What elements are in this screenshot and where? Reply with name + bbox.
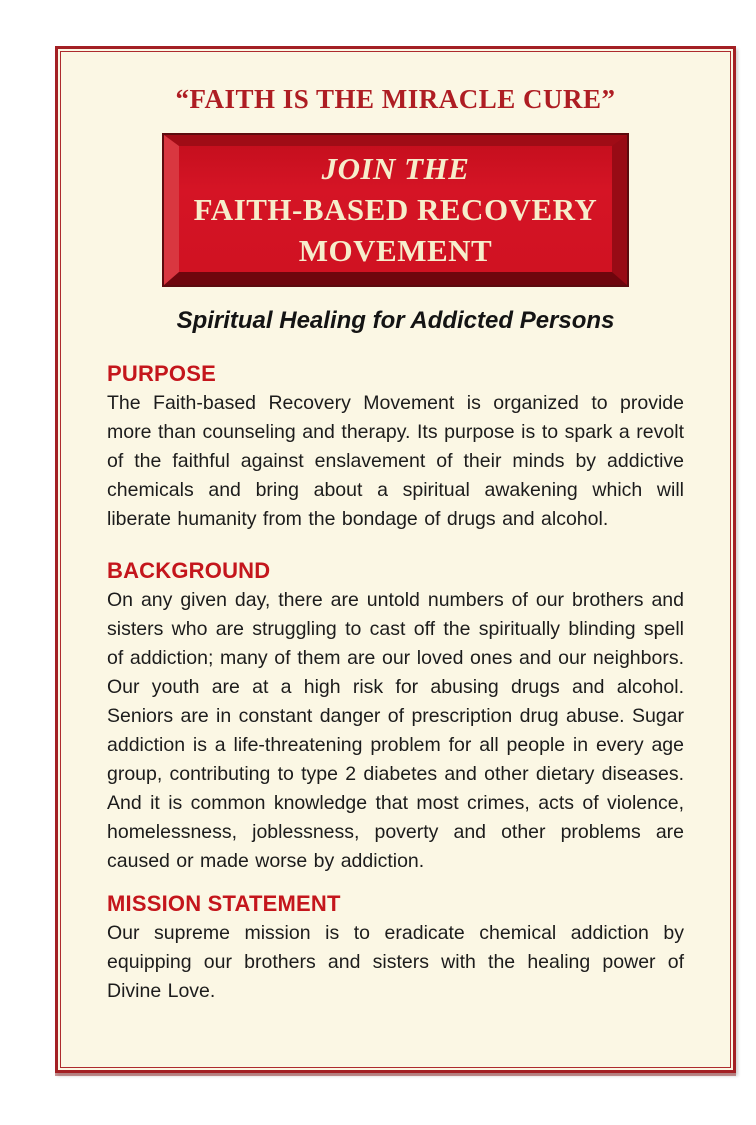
section-heading-background: BACKGROUND xyxy=(107,558,271,583)
section-body-background: On any given day, there are untold numbers of our brothers and sisters who are struggling to cast off the spiritually blinding spell of addiction; many of them are our loved ones and our neighbors. Our youth are at a high risk for abusing drugs and alcohol. Seniors are in constant danger of prescription drug abuse. Sugar addiction is a life-threatening problem for all people in every age group, contributing to type 2 diabetes and other dietary diseases. And it is common knowledge that most crimes, acts of violence, homelessness, joblessness, poverty and other problems are caused or made worse by addiction. xyxy=(107,589,684,872)
section-body-purpose: The Faith-based Recovery Movement is organized to provide more than counseling and therapy. Its purpose is to spark a revolt of the faithful against enslavement of their minds by addictive chemicals and bring about a spiritual awakening which will liberate humanity from the bondage of drugs and alcohol. xyxy=(107,392,684,530)
flyer-inner-border xyxy=(60,51,731,1068)
join-banner xyxy=(164,135,627,285)
section-heading-mission-statement: MISSION STATEMENT xyxy=(107,891,341,916)
section-mission-statement xyxy=(107,891,684,1006)
section-background xyxy=(107,558,684,876)
section-body-mission-statement: Our supreme mission is to eradicate chemical addiction by equipping our brothers and sisters with the healing power of Divine Love. xyxy=(107,922,684,1002)
section-purpose xyxy=(107,361,684,534)
header-quote: “FAITH IS THE MIRACLE CURE” xyxy=(175,84,616,114)
banner-line-movement: MOVEMENT xyxy=(298,233,493,268)
banner-line-faith-based-recovery: FAITH-BASED RECOVERY xyxy=(193,192,598,227)
subtitle: Spiritual Healing for Addicted Persons xyxy=(176,307,615,334)
section-heading-purpose: PURPOSE xyxy=(107,361,216,386)
flyer-page xyxy=(55,46,736,1073)
banner-line-join-the: JOIN THE xyxy=(321,151,470,186)
